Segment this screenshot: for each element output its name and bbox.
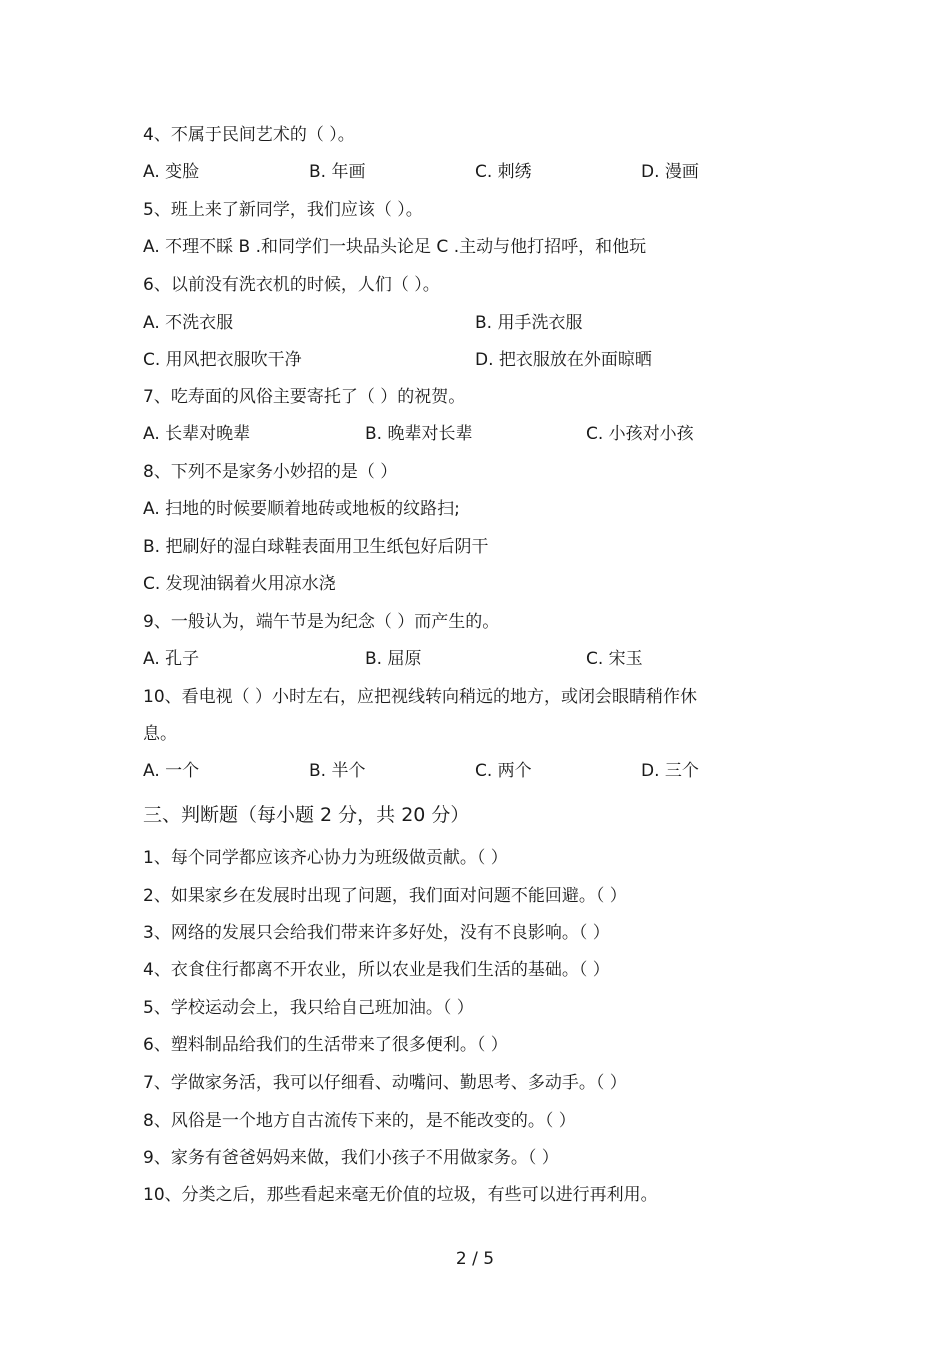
question-7-options (143, 423, 783, 445)
option-d: D. 把衣服放在外面晾晒 (475, 350, 652, 370)
question-8-stem: 8、下列不是家务小妙招的是（ ） (143, 462, 398, 482)
question-8-option-a: A. 扫地的时候要顺着地砖或地板的纹路扫; (143, 499, 460, 519)
judgment-item-2: 2、如果家乡在发展时出现了问题，我们面对问题不能回避。（ ） (143, 886, 627, 906)
judgment-item-6: 6、塑料制品给我们的生活带来了很多便利。（ ） (143, 1035, 508, 1055)
judgment-item-8: 8、风俗是一个地方自古流传下来的，是不能改变的。（ ） (143, 1111, 576, 1131)
option-b: B. 半个 (309, 761, 366, 781)
judgment-item-5: 5、学校运动会上，我只给自己班加油。（ ） (143, 998, 474, 1018)
option-c: C. 刺绣 (475, 162, 532, 182)
question-9-stem: 9、一般认为，端午节是为纪念（ ）而产生的。 (143, 612, 500, 632)
option-a: A. 孔子 (143, 649, 200, 669)
question-10-options (143, 760, 783, 782)
question-7-stem: 7、吃寿面的风俗主要寄托了（ ）的祝贺。 (143, 387, 466, 407)
option-d: D. 漫画 (641, 162, 699, 182)
option-b: B. 用手洗衣服 (475, 313, 583, 333)
judgment-item-10: 10、分类之后，那些看起来毫无价值的垃圾，有些可以进行再利用。 (143, 1185, 658, 1205)
option-c: C. 宋玉 (586, 649, 643, 669)
question-4-options (143, 161, 783, 183)
option-a: A. 一个 (143, 761, 200, 781)
option-c: C. 两个 (475, 761, 532, 781)
option-c: C. 用风把衣服吹干净 (143, 350, 302, 370)
question-9-options (143, 648, 783, 670)
question-5-options: A. 不理不睬 B .和同学们一块品头论足 C .主动与他打招呼，和他玩 (143, 237, 647, 257)
option-c: C. 小孩对小孩 (586, 424, 694, 444)
question-4-stem: 4、不属于民间艺术的（ ）。 (143, 125, 355, 145)
question-8-option-c: C. 发现油锅着火用凉水浇 (143, 574, 336, 594)
option-d: D. 三个 (641, 761, 699, 781)
question-6-options-row2 (143, 349, 783, 371)
page-number: 2 / 5 (455, 1249, 495, 1269)
question-10-stem-line1: 10、看电视（ ）小时左右，应把视线转向稍远的地方，或闭会眼睛稍作休 (143, 687, 698, 707)
judgment-item-7: 7、学做家务活，我可以仔细看、动嘴问、勤思考、多动手。（ ） (143, 1073, 627, 1093)
section-3-heading: 三、判断题（每小题 2 分，共 20 分） (143, 804, 470, 826)
judgment-item-9: 9、家务有爸爸妈妈来做，我们小孩子不用做家务。（ ） (143, 1148, 559, 1168)
judgment-item-3: 3、网络的发展只会给我们带来许多好处，没有不良影响。（ ） (143, 923, 610, 943)
question-6-stem: 6、以前没有洗衣机的时候，人们（ ）。 (143, 275, 440, 295)
option-a: A. 变脸 (143, 162, 200, 182)
option-a: A. 长辈对晚辈 (143, 424, 251, 444)
judgment-item-1: 1、每个同学都应该齐心协力为班级做贡献。（ ） (143, 848, 508, 868)
option-b: B. 屈原 (365, 649, 422, 669)
question-8-option-b: B. 把刷好的湿白球鞋表面用卫生纸包好后阴干 (143, 537, 489, 557)
option-a: A. 不洗衣服 (143, 313, 234, 333)
judgment-item-4: 4、衣食住行都离不开农业，所以农业是我们生活的基础。（ ） (143, 960, 610, 980)
option-b: B. 年画 (309, 162, 366, 182)
question-10-stem-line2: 息。 (143, 724, 177, 744)
question-5-stem: 5、班上来了新同学，我们应该（ ）。 (143, 200, 423, 220)
question-6-options-row1 (143, 312, 783, 334)
option-b: B. 晚辈对长辈 (365, 424, 473, 444)
